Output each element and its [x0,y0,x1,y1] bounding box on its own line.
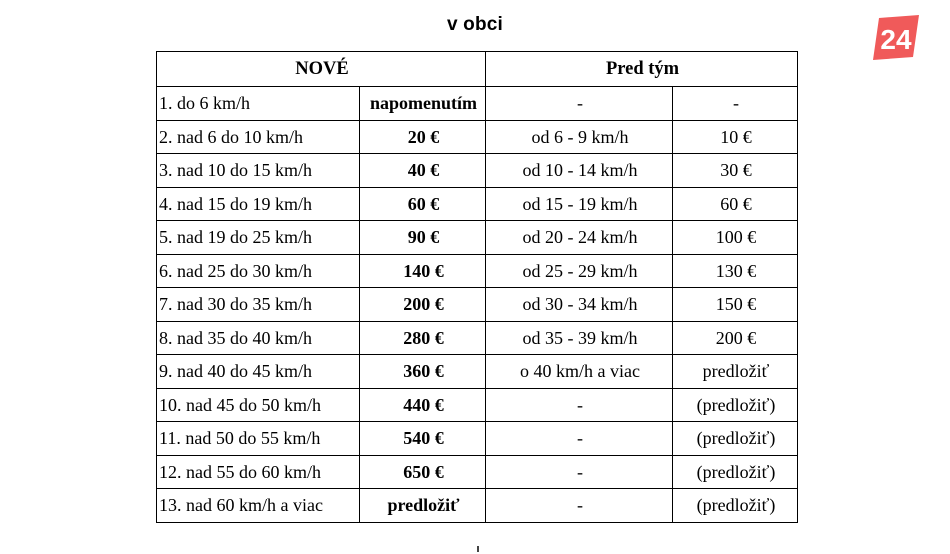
old-fine-cell: (predložiť) [673,422,798,456]
speed-range-cell: 10. nad 45 do 50 km/h [157,388,360,422]
old-speed-range-cell: - [486,455,673,489]
old-speed-range-cell: od 10 - 14 km/h [486,154,673,188]
table-row [157,87,798,121]
old-fine-cell: - [673,87,798,121]
table-row [157,355,798,389]
speed-range-cell: 3. nad 10 do 15 km/h [157,154,360,188]
table-row [157,187,798,221]
old-speed-range-cell: od 6 - 9 km/h [486,120,673,154]
speed-range-cell: 8. nad 35 do 40 km/h [157,321,360,355]
page-mark [477,546,479,552]
new-fine-cell: 90 € [360,221,486,255]
new-fine-cell: 540 € [360,422,486,456]
old-fine-cell: predložiť [673,355,798,389]
old-fine-cell: 10 € [673,120,798,154]
new-fine-cell: 140 € [360,254,486,288]
old-speed-range-cell: od 20 - 24 km/h [486,221,673,255]
old-fine-cell: 60 € [673,187,798,221]
old-fine-cell: (predložiť) [673,455,798,489]
table-row [157,489,798,523]
speed-range-cell: 9. nad 40 do 45 km/h [157,355,360,389]
old-fine-cell: (predložiť) [673,489,798,523]
new-fine-cell: 20 € [360,120,486,154]
speed-range-cell: 5. nad 19 do 25 km/h [157,221,360,255]
old-speed-range-cell: o 40 km/h a viac [486,355,673,389]
header-new: NOVÉ [157,52,486,87]
table-row [157,221,798,255]
old-fine-cell: 130 € [673,254,798,288]
speed-range-cell: 12. nad 55 do 60 km/h [157,455,360,489]
old-speed-range-cell: - [486,489,673,523]
new-fine-cell: 40 € [360,154,486,188]
old-speed-range-cell: od 15 - 19 km/h [486,187,673,221]
table-row [157,388,798,422]
old-fine-cell: 30 € [673,154,798,188]
table-header-row [157,52,798,87]
table-row [157,321,798,355]
old-fine-cell: 150 € [673,288,798,322]
news-24-logo-icon [871,15,921,60]
table-row [157,455,798,489]
old-fine-cell: 200 € [673,321,798,355]
new-fine-cell: 440 € [360,388,486,422]
new-fine-cell: 60 € [360,187,486,221]
old-fine-cell: (predložiť) [673,388,798,422]
header-before: Pred tým [486,52,798,87]
table-body [157,87,798,523]
table-row [157,120,798,154]
new-fine-cell: 650 € [360,455,486,489]
new-fine-cell: 360 € [360,355,486,389]
speed-range-cell: 7. nad 30 do 35 km/h [157,288,360,322]
old-speed-range-cell: od 25 - 29 km/h [486,254,673,288]
table-row [157,288,798,322]
table-row [157,254,798,288]
table-row [157,154,798,188]
speeding-fines-table [156,51,798,523]
old-speed-range-cell: - [486,422,673,456]
old-speed-range-cell: od 35 - 39 km/h [486,321,673,355]
old-fine-cell: 100 € [673,221,798,255]
speed-range-cell: 1. do 6 km/h [157,87,360,121]
table-row [157,422,798,456]
new-fine-cell: predložiť [360,489,486,523]
new-fine-cell: 200 € [360,288,486,322]
speed-range-cell: 6. nad 25 do 30 km/h [157,254,360,288]
speed-range-cell: 4. nad 15 do 19 km/h [157,187,360,221]
old-speed-range-cell: od 30 - 34 km/h [486,288,673,322]
new-fine-cell: napomenutím [360,87,486,121]
new-fine-cell: 280 € [360,321,486,355]
logo-text: 24 [880,24,912,55]
old-speed-range-cell: - [486,87,673,121]
speed-range-cell: 13. nad 60 km/h a viac [157,489,360,523]
speed-range-cell: 11. nad 50 do 55 km/h [157,422,360,456]
page-title: v obci [446,14,504,35]
old-speed-range-cell: - [486,388,673,422]
speed-range-cell: 2. nad 6 do 10 km/h [157,120,360,154]
